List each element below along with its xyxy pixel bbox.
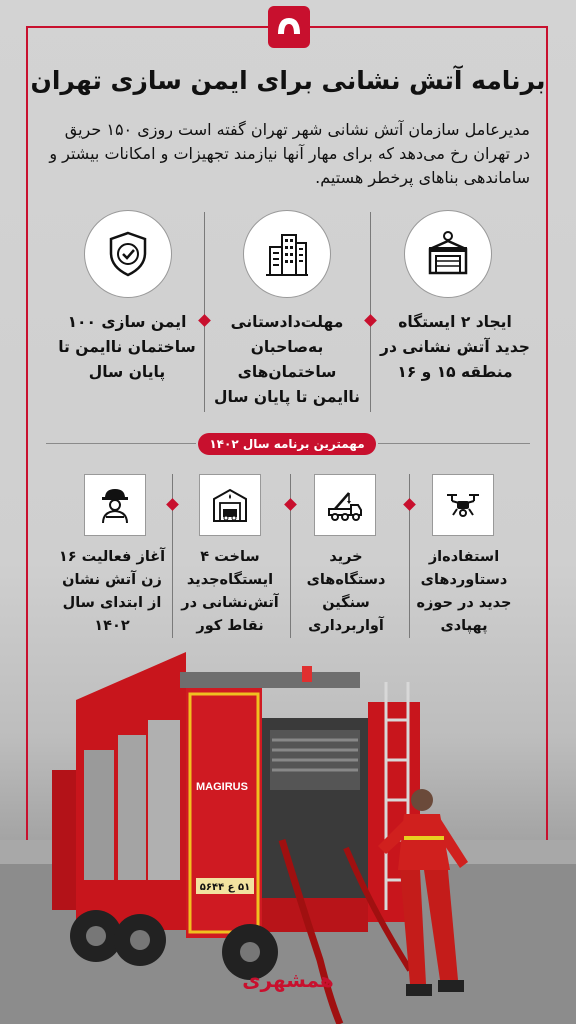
truck-brand: MAGIRUS [196,781,248,793]
crane-truck-icon [314,474,376,536]
publisher-logo: همشهری [242,968,334,992]
bottom-item-text: آغاز فعالیت ۱۶ زن آتش نشان از ابتدای سال ۱۴۰۲ [58,549,166,634]
shield-check-icon [84,210,172,298]
separator [204,212,205,412]
section-divider [46,443,196,444]
fire-truck-photo [0,640,576,1024]
fire-truck [52,652,420,980]
fire-truck-garage-icon [199,474,261,536]
top-item-text: ایمن سازی ۱۰۰ ساختمان ناایمن تا پایان سال [58,313,196,381]
top-item-text: ایجاد ۲ ایستگاه جدید آتش نشانی در منطقه ۱۵ و ۱۶ [380,313,530,381]
fire-station-icon [404,210,492,298]
female-firefighter-icon [84,474,146,536]
drone-icon [432,474,494,536]
top-item-text: مهلت‌دادستانی به‌صاحبان ساختمان‌های ناایمن تا پایان سال [214,313,360,406]
bottom-item-text: استفاده‌از دستاوردهای جدید در حوزه پهپادی [416,549,512,634]
bottom-item-text: ساخت ۴ ایستگاه‌جدید آتش‌نشانی در نقاط کور [181,549,279,634]
section-label: مهمترین برنامه سال ۱۴۰۲ [198,433,376,455]
bottom-item-text: خرید دستگاه‌های سنگین آواربرداری [306,549,386,634]
intro-paragraph: مدیرعامل سازمان آتش نشانی شهر تهران گفته است روزی ۱۵۰ حریق در تهران رخ می‌دهد که برای مهار آنها نیازمند تجهیزات و امکانات بیشتر و ساماندهی بناهای پرخطر هستیم. [49,120,530,187]
separator [370,212,371,412]
truck-plate: ۵۱ ع ۵۶۴۴ [199,882,251,893]
section-divider [378,443,530,444]
hamshahri-logo [268,6,310,48]
buildings-icon [243,210,331,298]
page-title: برنامه آتش نشانی برای ایمن سازی تهران [30,66,546,95]
